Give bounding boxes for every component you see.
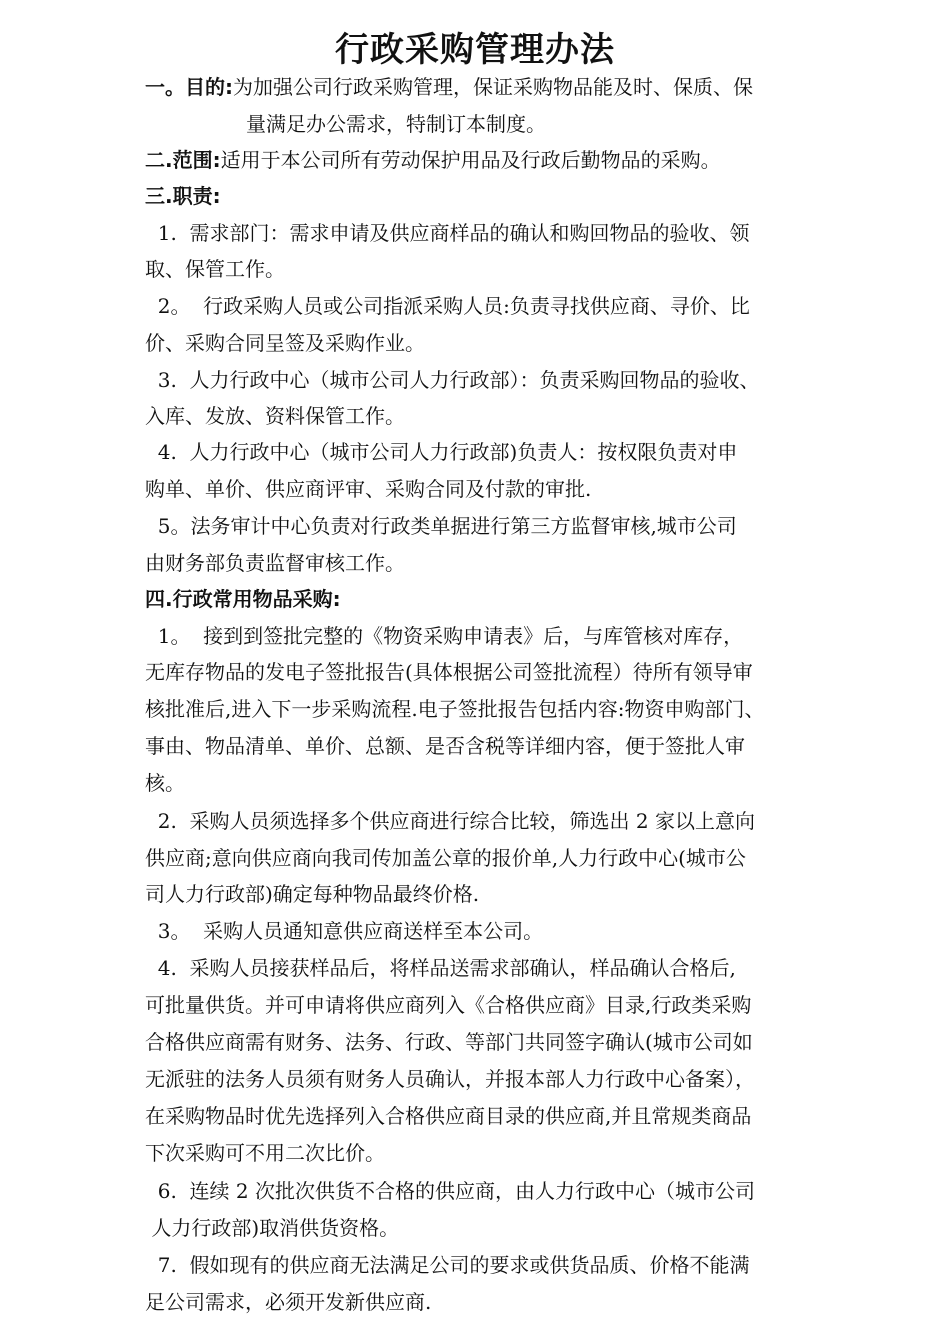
proc-1-line-1: 1。 接到到签批完整的《物资采购申请表》后，与库管核对库存， xyxy=(145,624,744,648)
proc-4-line-4: 无派驻的法务人员须有财务人员确认，并报本部人力行政中心备案）， xyxy=(145,1067,755,1091)
duty-1-line-2: 取、保管工作。 xyxy=(145,257,285,281)
proc-1-line-2: 无库存物品的发电子签批报告(具体根据公司签批流程）待所有领导审 xyxy=(145,660,753,684)
duty-1-line-1: 1. 需求部门：需求申请及供应商样品的确认和购回物品的验收、领 xyxy=(145,221,750,245)
proc-1-line-3: 核批准后,进入下一步采购流程.电子签批报告包括内容:物资申购部门、 xyxy=(145,697,765,721)
duty-3-line-1: 3. 人力行政中心（城市公司人力行政部）：负责采购回物品的验收、 xyxy=(145,368,760,392)
duties-heading: 三.职责: xyxy=(145,184,221,208)
duty-2-line-2: 价、采购合同呈签及采购作业。 xyxy=(145,331,425,355)
proc-1-line-5: 核。 xyxy=(145,771,185,795)
proc-4-line-3: 合格供应商需有财务、法务、行政、等部门共同签字确认(城市公司如 xyxy=(145,1030,753,1054)
proc-1-line-4: 事由、物品清单、单价、总额、是否含税等详细内容，便于签批人审 xyxy=(145,734,745,758)
proc-7-line-1: 7. 假如现有的供应商无法满足公司的要求或供货品质、价格不能满 xyxy=(145,1253,750,1277)
proc-2-line-3: 司人力行政部)确定每种物品最终价格. xyxy=(145,882,480,906)
procurement-heading: 四.行政常用物品采购: xyxy=(145,587,341,611)
proc-4-line-5: 在采购物品时优先选择列入合格供应商目录的供应商,并且常规类商品 xyxy=(145,1104,752,1128)
purpose-line-2: 量满足办公需求，特制订本制度。 xyxy=(246,112,546,136)
scope-label: 二.范围: xyxy=(145,148,221,172)
scope-line xyxy=(145,142,721,178)
document-title: 行政采购管理办法 xyxy=(335,30,615,70)
duty-4-line-2: 购单、单价、供应商评审、采购合同及付款的审批. xyxy=(145,477,592,501)
duty-4-line-1: 4. 人力行政中心（城市公司人力行政部)负责人：按权限负责对申 xyxy=(145,440,738,464)
scope-text: 适用于本公司所有劳动保护用品及行政后勤物品的采购。 xyxy=(220,148,721,172)
proc-2-line-2: 供应商;意向供应商向我司传加盖公章的报价单,人力行政中心(城市公 xyxy=(145,846,746,870)
duty-5-line-2: 由财务部负责监督审核工作。 xyxy=(145,551,405,575)
proc-3-line-1: 3。 采购人员通知意供应商送样至本公司。 xyxy=(145,919,544,943)
proc-6-line-2: 人力行政部)取消供货资格。 xyxy=(145,1216,400,1240)
purpose-line-1 xyxy=(145,69,753,105)
proc-4-line-1: 4. 采购人员接获样品后，将样品送需求部确认，样品确认合格后, xyxy=(145,956,736,980)
proc-4-line-2: 可批量供货。并可申请将供应商列入《合格供应商》目录,行政类采购 xyxy=(145,993,752,1017)
purpose-text: 为加强公司行政采购管理，保证采购物品能及时、保质、保 xyxy=(233,75,753,99)
purpose-label: 一。目的: xyxy=(145,75,233,99)
proc-6-line-1: 6. 连续 2 次批次供货不合格的供应商，由人力行政中心（城市公司 xyxy=(145,1179,755,1203)
duty-3-line-2: 入库、发放、资料保管工作。 xyxy=(145,404,405,428)
proc-2-line-1: 2. 采购人员须选择多个供应商进行综合比较，筛选出 2 家以上意向 xyxy=(145,809,755,833)
duty-5-line-1: 5。法务审计中心负责对行政类单据进行第三方监督审核,城市公司 xyxy=(145,514,737,538)
proc-7-line-2: 足公司需求，必须开发新供应商. xyxy=(145,1290,432,1314)
duty-2-line-1: 2。 行政采购人员或公司指派采购人员:负责寻找供应商、寻价、比 xyxy=(145,294,750,318)
proc-4-line-6: 下次采购可不用二次比价。 xyxy=(145,1141,385,1165)
